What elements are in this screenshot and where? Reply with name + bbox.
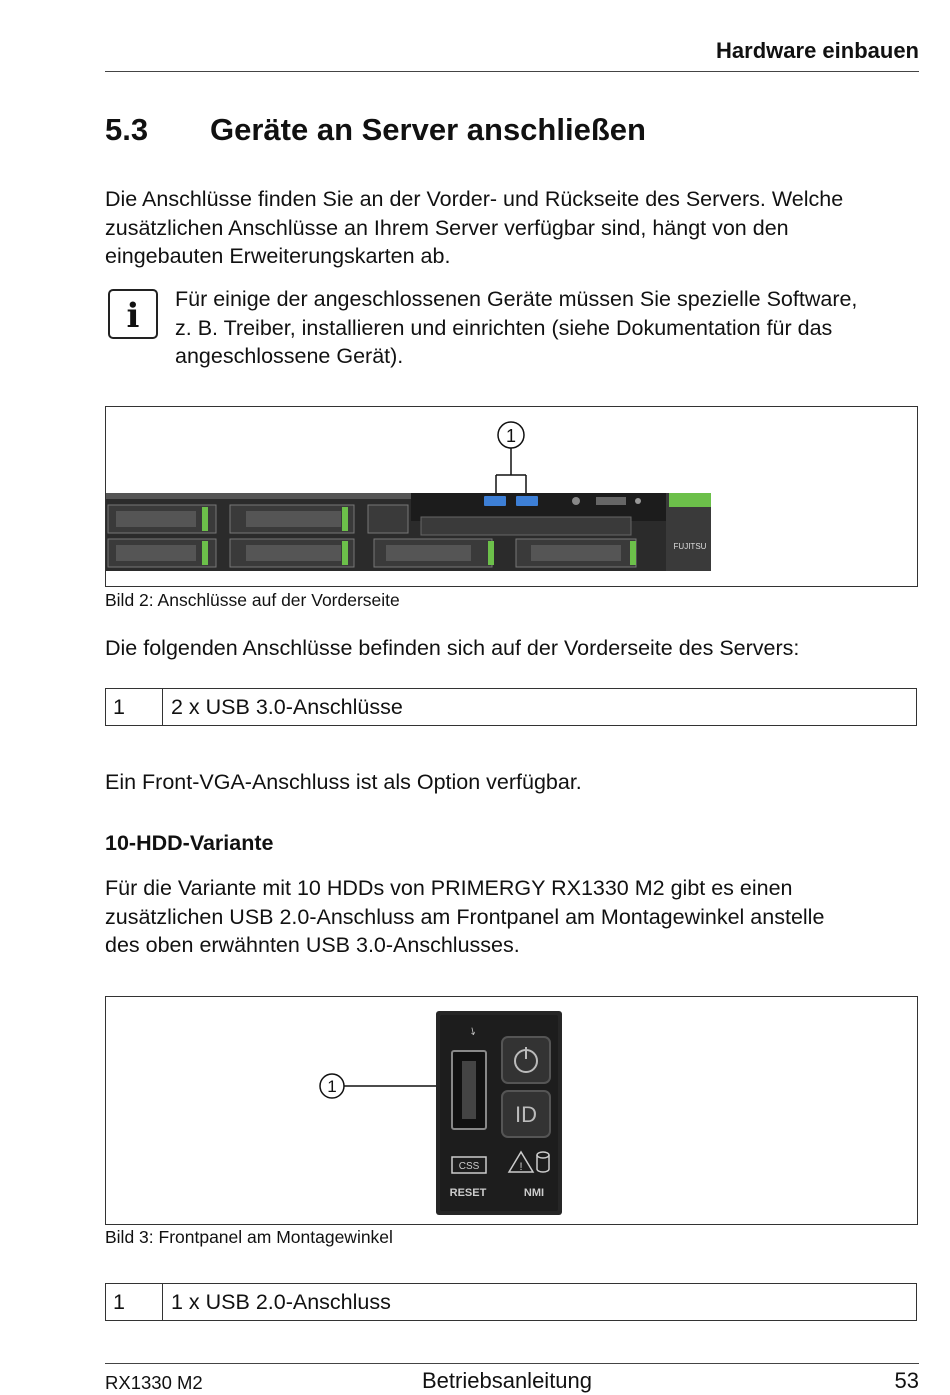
table-cell-number: 1: [106, 689, 163, 725]
front-panel-image: [106, 997, 916, 1223]
usb-symbol-icon: ⭏: [470, 1023, 476, 1039]
server-front-image: [106, 407, 916, 585]
figure-front-panel: [105, 996, 918, 1225]
callout-number: 1: [505, 426, 517, 446]
hdd-variant-heading: 10-HDD-Variante: [105, 831, 274, 855]
header-rule: [105, 71, 919, 72]
note-line: Für einige der angeschlossenen Geräte müssen Sie spezielle Software,: [175, 287, 858, 311]
intro-line: Die Anschlüsse finden Sie an der Vorder- und Rückseite des Servers. Welche: [105, 187, 844, 211]
front-ports-intro: Die folgenden Anschlüsse befinden sich auf der Vorderseite des Servers:: [105, 636, 800, 660]
usb-port-1: [484, 496, 506, 506]
table-cell-number: 1: [106, 1284, 163, 1320]
hdd-line: des oben erwähnten USB 3.0-Anschlusses.: [105, 933, 520, 957]
note-line: z. B. Treiber, installieren und einrichten (siehe Dokumentation für das: [175, 315, 833, 340]
note-line: angeschlossene Gerät).: [175, 344, 404, 368]
footer-document-title: Betriebsanleitung: [422, 1368, 593, 1393]
footer-rule: [105, 1363, 919, 1364]
svg-text:CSS: CSS: [458, 1161, 480, 1172]
section-number: 5.3: [105, 112, 149, 147]
table-cell-description: 2 x USB 3.0-Anschlüsse: [171, 695, 403, 719]
green-bezel-accent: [669, 493, 711, 507]
footer-model: RX1330 M2: [105, 1372, 203, 1393]
table-cell-description: 1 x USB 2.0-Anschluss: [171, 1290, 391, 1314]
hdd-variant-paragraph: [105, 874, 925, 960]
info-icon: i: [108, 289, 158, 339]
brand-label: FUJITSU: [673, 542, 707, 551]
ports-table-2: [105, 1283, 917, 1321]
intro-paragraph: [105, 185, 925, 271]
figure-server-front: [105, 406, 918, 587]
svg-text:!: !: [519, 1161, 523, 1173]
ports-table-1: [105, 688, 917, 726]
intro-line: eingebauten Erweiterungskarten ab.: [105, 244, 451, 268]
power-button: [502, 1037, 550, 1083]
svg-text:RESET: RESET: [449, 1187, 487, 1199]
usb-port-2: [516, 496, 538, 506]
callout-number: 1: [327, 1077, 337, 1096]
figure1-caption: Bild 2: Anschlüsse auf der Vorderseite: [105, 590, 400, 610]
vga-note: Ein Front-VGA-Anschluss ist als Option verfügbar.: [105, 770, 582, 794]
running-header: Hardware einbauen: [716, 38, 919, 63]
figure2-caption: Bild 3: Frontpanel am Montagewinkel: [105, 1227, 393, 1247]
page-number: 53: [894, 1368, 919, 1393]
svg-text:ID: ID: [515, 1102, 537, 1127]
section-title: Geräte an Server anschließen: [210, 112, 646, 147]
note-text: [175, 285, 925, 371]
hdd-line: Für die Variante mit 10 HDDs von PRIMERGY RX1330 M2 gibt es einen: [105, 876, 793, 900]
svg-text:NMI: NMI: [523, 1187, 545, 1199]
hdd-line: zusätzlichen USB 2.0-Anschluss am Frontpanel am Montagewinkel anstelle: [105, 904, 825, 929]
intro-line: zusätzlichen Anschlüsse an Ihrem Server verfügbar sind, hängt von den: [105, 215, 789, 240]
